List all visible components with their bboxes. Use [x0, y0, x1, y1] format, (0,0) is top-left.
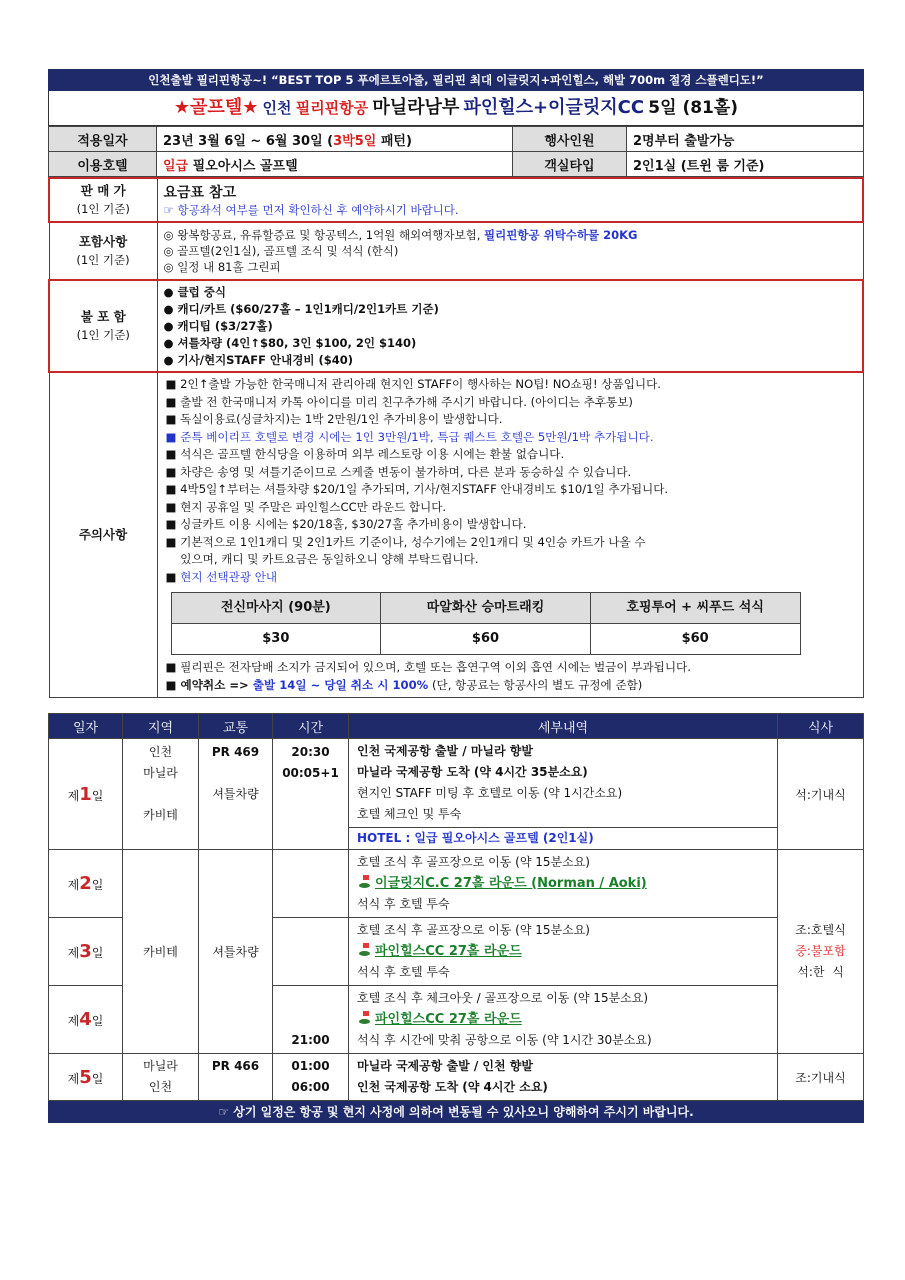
- title-duration: 5일 (81홀): [648, 98, 739, 118]
- title-region: 마닐라남부: [372, 97, 460, 118]
- optional-tour-title: ■ 현지 선택관광 안내: [165, 569, 278, 584]
- exclude-item: ● 기사/현지STAFF 안내경비 ($40): [163, 352, 353, 367]
- includes-label: 포함사항 (1인 기준): [49, 222, 157, 280]
- include-line: ◎ 일정 내 81홀 그린피: [163, 260, 281, 274]
- exclude-item: ● 캐디팁 ($3/27홀): [163, 318, 273, 333]
- optional-tour-price: $60: [590, 624, 800, 655]
- caution-line: ■ 독실이용료(싱글차지)는 1박 2만원/1인 추가비용이 발생합니다.: [165, 412, 503, 426]
- info-table: [48, 126, 864, 177]
- golf-flag-icon: [357, 1011, 371, 1025]
- transport-cell: PR 469 셔틀차량: [199, 739, 273, 850]
- period-value: 23년 3월 6일 ~ 6월 30일 (3박5일 패턴): [157, 127, 513, 152]
- include-line: ◎ 왕복항공료, 유류할증료 및 항공텍스, 1억원 해외여행자보험, 필리핀항공 위탁수하물 20KG: [163, 228, 638, 242]
- includes-cell: [157, 222, 863, 280]
- excludes-cell: [157, 280, 863, 372]
- details-cell: 인천 국제공항 출발 / 마닐라 향발 마닐라 국제공항 도착 (약 4시간 35분소요) 현지인 STAFF 미팅 후 호텔로 이동 (약 1시간소요) 호텔 체크인 및 투숙 HOTEL : 일급 필오아시스 골프텔 (2인1실): [349, 739, 778, 850]
- hotel-label: 이용호텔: [49, 152, 157, 177]
- transport-cell: PR 466: [199, 1054, 273, 1101]
- caution-line: ■ 싱글카트 이용 시에는 $20/18홀, $30/27홀 추가비용이 발생합니다.: [165, 517, 527, 531]
- hotel-value: 일급 필오아시스 골프텔: [157, 152, 513, 177]
- optional-tour-name: 따알화산 승마트래킹: [381, 593, 591, 624]
- caution-line: ■ 2인↑출발 가능한 한국매니저 관리아래 현지인 STAFF이 행사하는 NO팁! NO쇼핑! 상품입니다.: [165, 377, 661, 391]
- caution-line: ■ 필리핀은 전자담배 소지가 금지되어 있으며, 호텔 또는 흡연구역 이외 흡연 시에는 벌금이 부과됩니다.: [165, 660, 691, 674]
- day-row: [49, 850, 864, 918]
- title-incheon: 인천: [262, 99, 292, 117]
- title-airline: 필리핀항공: [295, 99, 369, 117]
- include-line: ◎ 골프텔(2인1실), 골프텔 조식 및 석식 (한식): [163, 244, 399, 258]
- details-cell: 호텔 조식 후 체크아웃 / 골프장으로 이동 (약 15분소요) 파인힐스CC 27홀 라운드 석식 후 시간에 맞춰 공항으로 이동 (약 1시간 30분소요): [349, 986, 778, 1054]
- details-cell: 호텔 조식 후 골프장으로 이동 (약 15분소요) 이글릿지C.C 27홀 라운드 (Norman / Aoki) 석식 후 호텔 투숙: [349, 850, 778, 918]
- col-region: 지역: [123, 714, 199, 739]
- region-cell: 마닐라 인천: [123, 1054, 199, 1101]
- caution-line: ■ 준특 베이리프 호텔로 변경 시에는 1인 3만원/1박, 특급 퀘스트 호텔은 5만원/1박 추가됩니다.: [165, 429, 654, 444]
- people-value: 2명부터 출발가능: [627, 127, 864, 152]
- optional-tour-name: 전신마사지 (90분): [171, 593, 381, 624]
- price-label: 판 매 가 (1인 기준): [49, 178, 157, 222]
- price-note: ☞ 항공좌석 여부를 먼저 확인하신 후 예약하시기 바랍니다.: [163, 203, 459, 217]
- region-cell: 인천 마닐라 카비테: [123, 739, 199, 850]
- col-meal: 식사: [778, 714, 864, 739]
- time-cell: 20:30 00:05+1: [273, 739, 349, 850]
- day-row: [49, 1054, 864, 1101]
- room-label: 객실타입: [513, 152, 627, 177]
- caution-line: ■ 기본적으로 1인1캐디 및 2인1카트 기준이나, 성수기에는 2인1캐디 및 4인승 카트가 나올 수: [165, 534, 646, 549]
- day-label: 제1일: [49, 739, 123, 850]
- cancel-policy: ■ 예약취소 => 출발 14일 ~ 당일 취소 시 100% (단, 항공료는 항공사의 별도 규정에 준함): [165, 677, 643, 692]
- golftel-tag: ★골프텔★: [173, 97, 259, 118]
- time-cell: [273, 850, 349, 918]
- details-cell: 마닐라 국제공항 출발 / 인천 향발 인천 국제공항 도착 (약 4시간 소요): [349, 1054, 778, 1101]
- day-label: 제5일: [49, 1054, 123, 1101]
- day-label: 제2일: [49, 850, 123, 918]
- room-value: 2인1실 (트윈 룸 기준): [627, 152, 864, 177]
- col-transport: 교통: [199, 714, 273, 739]
- people-label: 행사인원: [513, 127, 627, 152]
- golf-flag-icon: [357, 875, 371, 889]
- col-date: 일자: [49, 714, 123, 739]
- caution-line: 있으며, 캐디 및 카트요금은 동일하오니 양해 부탁드립니다.: [165, 552, 479, 566]
- day-label: 제4일: [49, 986, 123, 1054]
- cautions-cell: [157, 372, 863, 698]
- period-label: 적용일자: [49, 127, 157, 152]
- col-time: 시간: [273, 714, 349, 739]
- exclude-item: ● 캐디/카트 ($60/27홀 – 1인1캐디/2인1카트 기준): [163, 301, 439, 316]
- caution-line: ■ 출발 전 한국매니저 카톡 아이디를 미리 친구추가해 주시기 바랍니다. (아이디는 추후통보): [165, 394, 633, 409]
- optional-tour-name: 호핑투어 + 씨푸드 석식: [590, 593, 800, 624]
- day-row: [49, 739, 864, 850]
- schedule-footer: ☞ 상기 일정은 항공 및 현지 사정에 의하여 변동될 수 있사오니 양해하여 주시기 바랍니다.: [48, 1101, 864, 1123]
- product-title: [48, 91, 864, 126]
- meal-cell: 석:기내식: [778, 739, 864, 850]
- exclude-item: ● 클럽 중식: [163, 284, 226, 299]
- title-courses: 파인힐스+이글릿지CC: [463, 97, 645, 118]
- transport-cell: 셔틀차량: [199, 850, 273, 1054]
- excludes-label: 불 포 함 (1인 기준): [49, 280, 157, 372]
- region-cell: 카비테: [123, 850, 199, 1054]
- cautions-label: 주의사항: [49, 372, 157, 698]
- time-cell: 21:00: [273, 986, 349, 1054]
- golf-flag-icon: [357, 943, 371, 957]
- exclude-item: ● 셔틀차량 (4인↑$80, 3인 $100, 2인 $140): [163, 335, 417, 350]
- optional-tour-price: $60: [381, 624, 591, 655]
- meal-cell: 조:호텔식 중:불포함 석:한 식: [778, 850, 864, 1054]
- price-cell: [157, 178, 863, 222]
- itinerary-page: [48, 69, 864, 1123]
- conditions-table: [48, 177, 864, 698]
- caution-line: ■ 현지 공휴일 및 주말은 파인힐스CC만 라운드 합니다.: [165, 499, 447, 514]
- hotel-line: HOTEL : 일급 필오아시스 골프텔 (2인1실): [357, 831, 594, 845]
- top-banner: 인천출발 필리핀항공~! “BEST TOP 5 푸에르토아줄, 필리핀 최대 이글릿지+파인힐스, 해발 700m 절경 스플렌디도!”: [48, 69, 864, 91]
- details-cell: 호텔 조식 후 골프장으로 이동 (약 15분소요) 파인힐스CC 27홀 라운드 석식 후 호텔 투숙: [349, 918, 778, 986]
- price-head: 요금표 참고: [163, 185, 236, 201]
- time-cell: 01:00 06:00: [273, 1054, 349, 1101]
- col-details: 세부내역: [349, 714, 778, 739]
- time-cell: [273, 918, 349, 986]
- meal-cell: 조:기내식: [778, 1054, 864, 1101]
- day-label: 제3일: [49, 918, 123, 986]
- optional-tour-price: $30: [171, 624, 381, 655]
- caution-line: ■ 4박5일↑부터는 셔틀차량 $20/1일 추가되며, 기사/현지STAFF 안내경비도 $10/1일 추가됩니다.: [165, 482, 669, 496]
- schedule-table: [48, 713, 864, 1101]
- caution-line: ■ 석식은 골프텔 한식당을 이용하며 외부 레스토랑 이용 시에는 환불 없습니다.: [165, 447, 565, 461]
- caution-line: ■ 차량은 송영 및 셔틀기준이므로 스케줄 변동이 불가하며, 다른 분과 동승하실 수 있습니다.: [165, 464, 632, 479]
- optional-tour-table: [171, 592, 801, 655]
